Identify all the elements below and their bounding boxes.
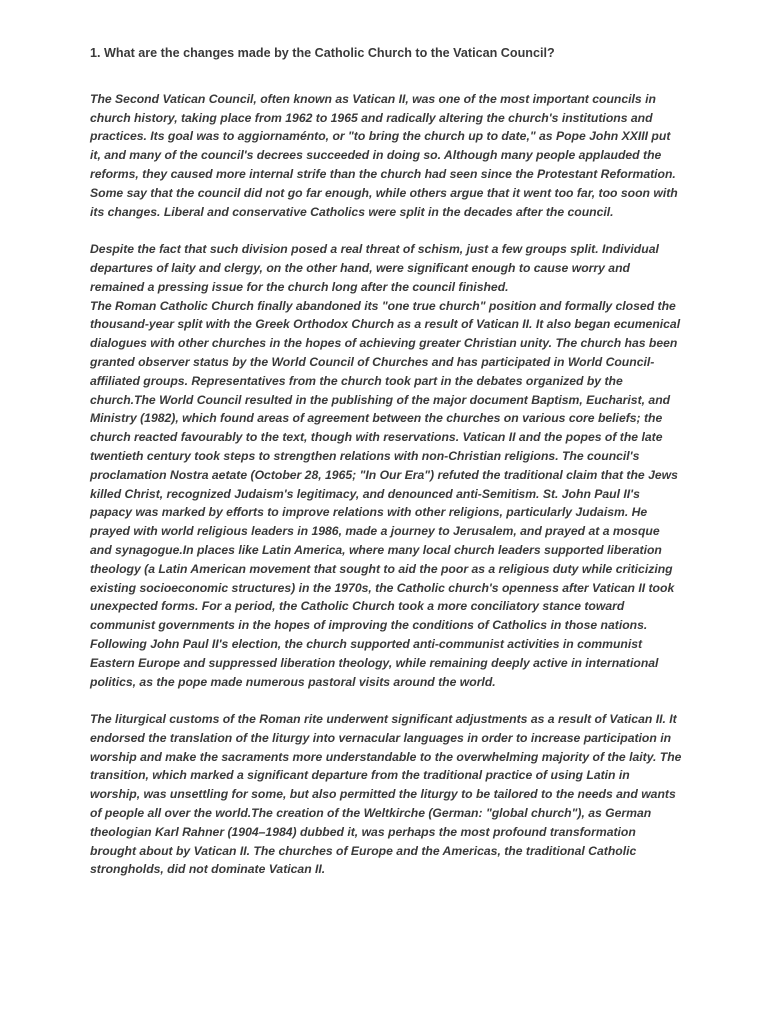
paragraph-intro: The Second Vatican Council, often known as Vatican II, was one of the most important councils in church history, taking place from 1962 to 1965 and radically altering the church's institutions and practices. Its goal was to aggiornaménto, or "to bring the church up to date," as Pope John XXIII put it, and many of the council's decrees succeeded in doing so. Although many people applauded the reforms, they caused more internal strife than the church had seen since the Protestant Reformation. Some say that the council did not go far enough, while others argue that it went too far, too soon with its changes. Liberal and conservative Catholics were split in the decades after the council. [90, 91, 678, 219]
paragraph-schism: Despite the fact that such division posed a real threat of schism, just a few groups split. Individual departures of laity and clergy, on the other hand, were significant enough to cause worry and remained a pressing issue for the church long after the council finished. [90, 242, 659, 294]
paragraph-gap [90, 221, 682, 240]
paragraph-ecumenism: The Roman Catholic Church finally abandoned its "one true church" position and formally closed the thousand-year split with the Greek Orthodox Church as a result of Vatican II. It also began ecumenical dialogues with other churches in the hopes of achieving greater Christian unity. The church has been granted observer status by the World Council of Churches and has participated in World Council-affiliated groups. Representatives from the church took part in the debates organized by the church.The World Council resulted in the publishing of the major document Baptism, Eucharist, and Ministry (1982), which found areas of agreement between the churches on various core beliefs; the church reacted favourably to the text, though with reservations. Vatican II and the popes of the late twentieth century took steps to strengthen relations with non-Christian religions. The council's proclamation Nostra aetate (October 28, 1965; "In Our Era") refuted the traditional claim that the Jews killed Christ, recognized Judaism's legitimacy, and denounced anti-Semitism. St. John Paul II's papacy was marked by efforts to improve relations with other religions, particularly Judaism. He prayed with world religious leaders in 1986, made a journey to Jerusalem, and prayed at a mosque and synagogue.In places like Latin America, where many local church leaders supported liberation theology (a Latin American movement that sought to aid the poor as a religious duty while criticizing existing socioeconomic structures) in the 1970s, the Catholic church's openness after Vatican II took unexpected forms. For a period, the Catholic Church took a more conciliatory stance toward communist governments in the hopes of improving the conditions of Catholics in those nations. Following John Paul II's election, the church supported anti-communist activities in communist Eastern Europe and suppressed liberation theology, while remaining deeply active in international politics, as the pope made numerous pastoral visits around the world. [90, 298, 681, 689]
document-page [90, 44, 682, 879]
question-heading: 1. What are the changes made by the Catholic Church to the Vatican Council? [90, 46, 555, 60]
paragraph-gap [90, 691, 682, 710]
paragraph-liturgy: The liturgical customs of the Roman rite underwent significant adjustments as a result of Vatican II. It endorsed the translation of the liturgy into vernacular languages in order to increase participation in worship and make the sacraments more understandable to the overwhelming majority of the laity. The transition, which marked a significant departure from the traditional practice of using Latin in worship, was unsettling for some, but also permitted the liturgy to be tailored to the needs and wants of people all over the world.The creation of the Weltkirche (German: "global church"), as German theologian Karl Rahner (1904–1984) dubbed it, was perhaps the most profound transformation brought about by Vatican II. The churches of Europe and the Americas, the traditional Catholic strongholds, did not dominate Vatican II. [90, 712, 682, 877]
